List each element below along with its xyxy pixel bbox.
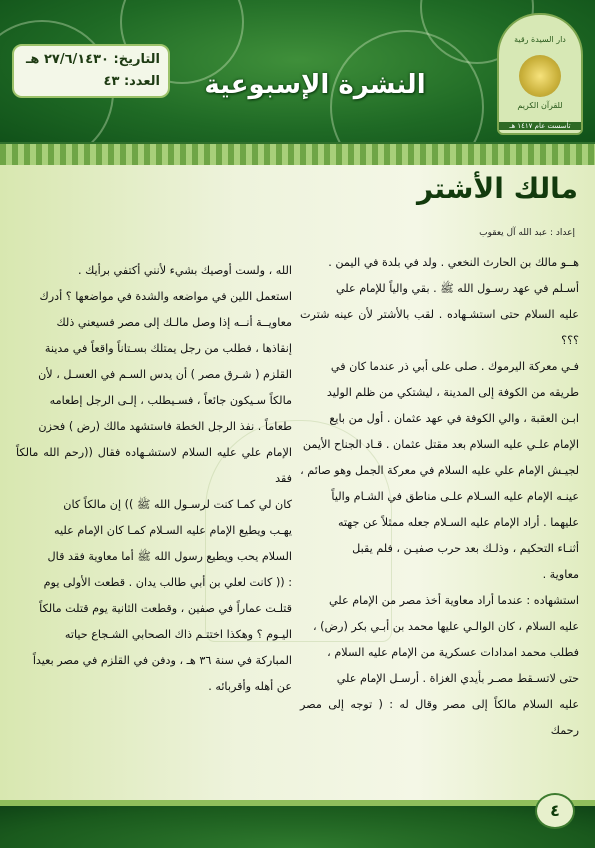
paragraph-line: طريقه من الكوفة إلى المدينة ، ليشتكي من ظلم الوليد xyxy=(326,386,579,399)
paragraph-line: أثنـاء التحكيم ، وذلـك بعد حرب صفيـن ، فلم يقبل xyxy=(352,542,579,555)
article-column-left xyxy=(16,258,292,700)
newsletter-title: النشرة الإسبوعية xyxy=(204,70,426,100)
issue-label: العدد: xyxy=(123,74,160,89)
paragraph-line: ابـن العقبة ، والي الكوفة في عهد عثمان . أول من بايع xyxy=(329,412,579,425)
sunburst-icon xyxy=(519,55,561,97)
logo-founded-text: تأسست عام ١٤١٧ هـ xyxy=(499,122,581,130)
paragraph-line: عليهما . أراد الإمام عليه السـلام جعله ممثلاً عن جهته xyxy=(337,516,579,529)
paragraph-line: معاويــة أنــه إذا وصل مالـك إلى مصر فسيعني ذلك xyxy=(56,316,292,329)
paragraph-line: استعمل اللين في مواضعه والشدة في مواضعها ؟ أدرك xyxy=(39,290,292,303)
paragraph-line: فـي معركة اليرموك . صلى على أبي ذر عندما كان في xyxy=(330,360,579,373)
paragraph-line: حتى لاتسـقط مصـر بأيدي الغزاة . أرسـل الإمام علي xyxy=(336,672,579,685)
date-issue-box xyxy=(12,44,170,98)
paragraph-line: هــو مالك بن الحارث النخعي . ولد في بلدة في اليمن . xyxy=(328,256,579,269)
issue-row xyxy=(22,71,160,93)
article-column-right xyxy=(300,250,579,744)
paragraph-line: مالكاً سـيكون جائعاً ، فسـيطلب ، إلـى الرجل إطعامه xyxy=(49,394,292,407)
paragraph-line: المباركة في سنة ٣٦ هـ ، ودفن في القلزم في مصر بعيداً xyxy=(32,654,292,667)
paragraph-line: يهـب ويطيع الإمام عليه السـلام كمـا كان الإمام عليه xyxy=(54,524,292,537)
paragraph-line: الله ، ولست أوصيك بشيء لأنني أكتفي برأيك . xyxy=(77,264,292,277)
logo-text-bottom: للقرآن الكريم xyxy=(517,101,563,110)
paragraph-line: اليـوم ؟ وهكذا اختتـم ذاك الصحابي الشـجاع حياته xyxy=(64,628,292,641)
paragraph-line: عليه السلام مالكاً إلى مصر وقال له : ( توجه إلى مصر رحمك xyxy=(300,698,579,737)
footer-band xyxy=(0,800,595,848)
logo-text-top: دار السيدة رقية xyxy=(514,35,566,44)
paragraph-line: القلزم ( شـرق مصر ) أن يدس السـم في العسـل ، لأن xyxy=(38,368,292,381)
paragraph-line: الإمام علـي عليه السلام بعد مقتل عثمان . قـاد الجناح الأيمن xyxy=(302,438,579,451)
issue-value: ٤٣ xyxy=(103,74,120,89)
paragraph-line: أسـلم في عهد رسـول الله ﷺ . بقي والياً للإمام علي xyxy=(335,282,579,295)
paragraph-line: السلام يحب ويطيع رسول الله ﷺ أما معاوية فقد قال xyxy=(47,550,292,563)
paragraph-line: عليه السلام حتى استشـهاده . لقب بالأشتر لأن عينه شترت ؟؟؟ xyxy=(300,308,579,347)
date-row xyxy=(22,49,160,71)
date-value: ٢٧/٦/١٤٣٠ هـ xyxy=(25,52,109,67)
paragraph-line: استشهاده : عندما أراد معاوية أخذ مصر من الإمام علي xyxy=(328,594,579,607)
paragraph-line: كان لي كمـا كنت لرسـول الله ﷺ )) إن مالكاً كان xyxy=(63,498,292,511)
paragraph-line: لجيـش الإمام علي عليه السلام في معركة الجمل وهو صائم ، xyxy=(300,464,579,477)
article-title: مالك الأشتر xyxy=(416,172,578,205)
paragraph-line: طعاماً . نفذ الرجل الخطة فاستشهد مالك (رض ) فحزن xyxy=(38,420,292,433)
date-label: التاريخ: xyxy=(113,52,160,67)
paragraph-line: إنقاذها ، فطلب من رجل يمتلك بسـتاناً واقعاً في مدينة xyxy=(44,342,292,355)
paragraph-line: الإمام علي عليه السلام لاستشـهاده فقال ((رحم الله مالكاً فقد xyxy=(16,446,292,485)
paragraph-line: : (( كانت لعلي بن أبي طالب يدان . قطعت الأولى يوم xyxy=(43,576,292,589)
page-number: ٤ xyxy=(535,793,575,829)
paragraph-line: معاوية . xyxy=(542,568,579,581)
organization-logo xyxy=(497,13,583,135)
paragraph-line: عينـه الإمام عليه السـلام علـى مناطق في الشـام والياً xyxy=(331,490,579,503)
paragraph-line: عن أهله وأقربائه . xyxy=(208,680,292,693)
paragraph-line: فطلب محمد امدادات عسكرية من الإمام عليه السلام ، xyxy=(327,646,579,659)
article-author: إعداد : عبد الله آل يعقوب xyxy=(479,228,575,238)
paragraph-line: عليه السلام ، كان الوالـي عليها محمد بن أبـي بكر (رض) ، xyxy=(312,620,579,633)
paragraph-line: قتلـت عماراً في صفين ، وقطعت الثانية يوم قتلت مالكاً xyxy=(39,602,292,615)
